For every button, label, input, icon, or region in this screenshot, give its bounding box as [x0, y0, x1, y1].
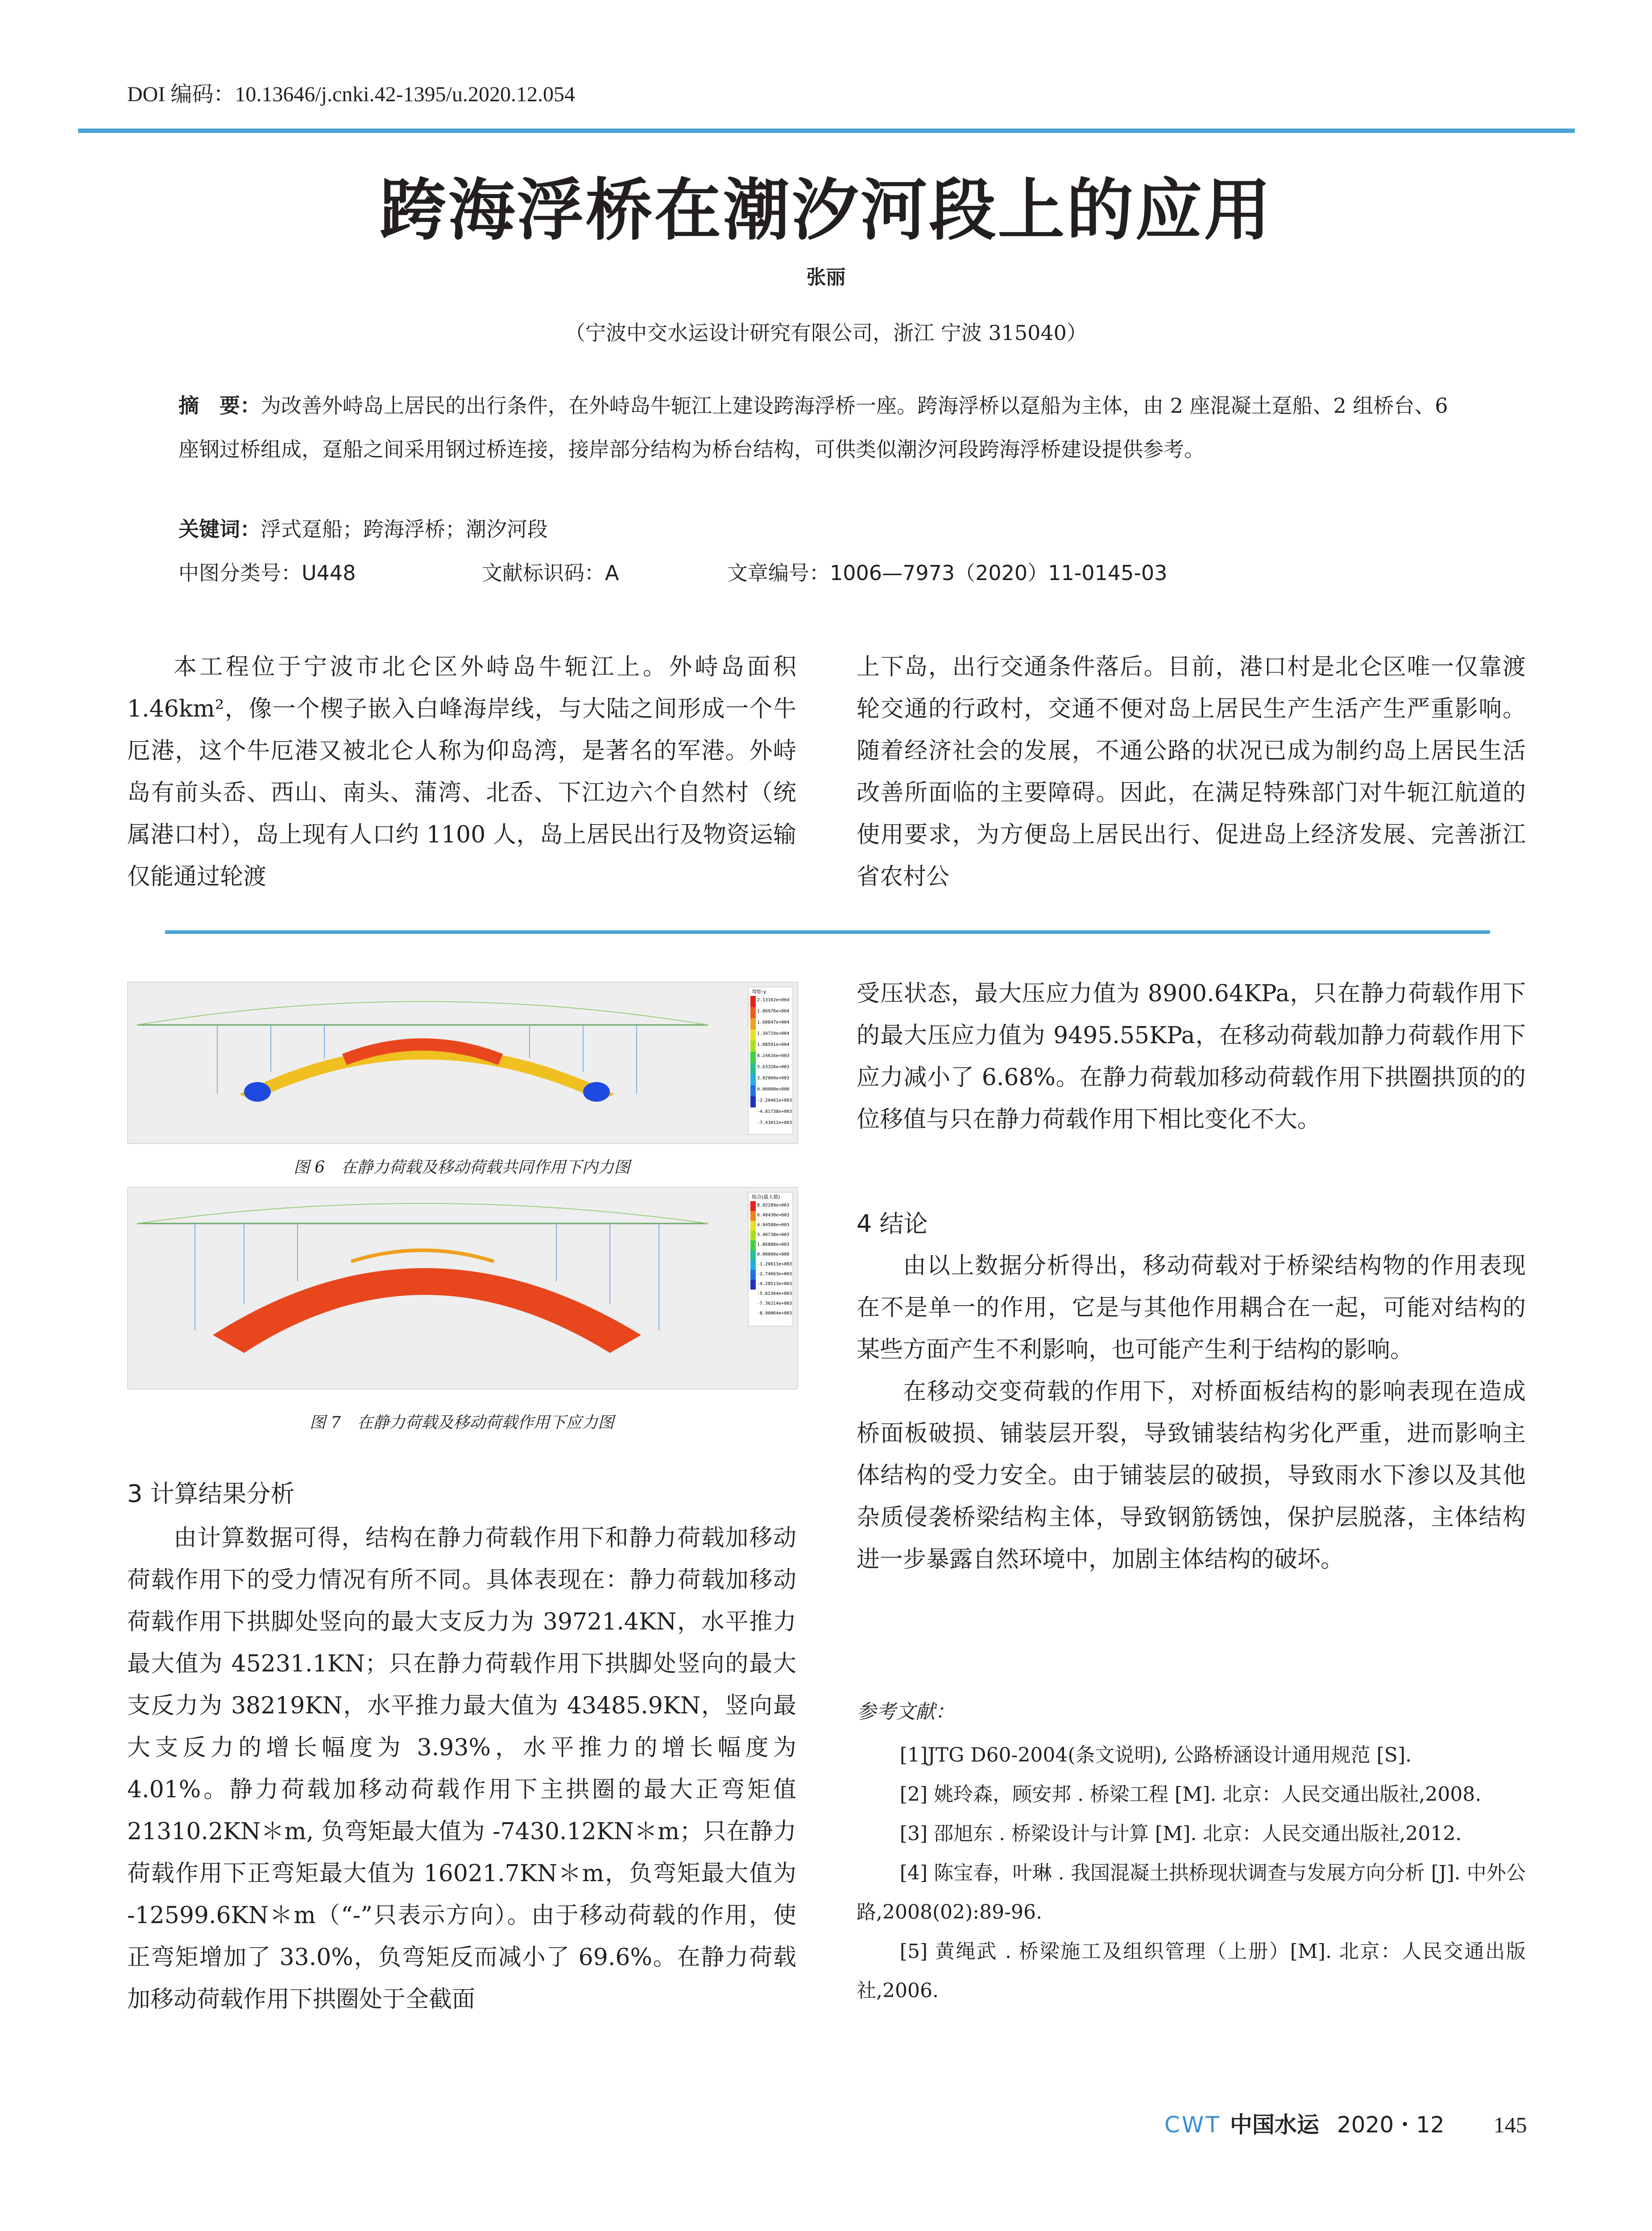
legend-value: 0.00000e+000: [757, 1252, 790, 1257]
reference-item: [3] 邵旭东 . 桥梁设计与计算 [M]. 北京：人民交通出版社,2012.: [899, 1822, 1462, 1845]
keywords-text: 浮式趸船；跨海浮桥；潮汐河段: [261, 517, 548, 541]
cwt-logo: CWT: [1164, 2112, 1221, 2138]
reference-item: [2] 姚玲森，顾安邦 . 桥梁工程 [M]. 北京：人民交通出版社,2008.: [899, 1783, 1482, 1806]
section-3-cont-text: 受压状态，最大压应力值为 8900.64KPa，只在静力荷载作用下的最大压应力值为 9495.55KPa，在移动荷载加静力荷载作用下应力减小了 6.68%。在静力荷载加移动荷载作用下拱圈拱顶的的位移值与只在静力荷载作用下相比变化不大。: [857, 980, 1526, 1133]
legend-value: -2.74663e+003: [757, 1272, 792, 1277]
legend-value: -4.81738e+003: [757, 1109, 792, 1114]
legend-value: 4.94588e+003: [757, 1223, 790, 1227]
figure-7-caption: 图 7 在静力荷载及移动荷载作用下应力图: [309, 1414, 614, 1432]
references-list: [857, 1736, 1526, 2011]
affiliation: （宁波中交水运设计研究有限公司，浙江 宁波 315040）: [565, 321, 1087, 345]
intro-right-text: 上下岛，出行交通条件落后。目前，港口村是北仑区唯一仅靠渡轮交通的行政村，交通不便对岛上居民生产生活产生严重影响。随着经济社会的发展，不通公路的状况已成为制约岛上居民生活改善所面临的主要障碍。因此，在满足特殊部门对牛轭江航道的使用要求，为方便岛上居民出行、促进岛上经济发展、完善浙江省农村公: [857, 654, 1526, 890]
intro-right-column: [857, 646, 1526, 898]
legend-value: -1.20813e+003: [757, 1262, 792, 1267]
legend-value: 8.24616e+003: [757, 1053, 790, 1058]
legend-value: 8.02289e+003: [757, 1203, 790, 1208]
header-rule: [78, 129, 1575, 133]
section-4-para-1: 由以上数据分析得出，移动荷载对于桥梁结构物的作用表现在不是单一的作用，它是与其他作用耦合在一起，可能对结构的某些方面产生不利影响，也可能产生利于结构的影响。: [857, 1252, 1526, 1363]
figure-6-legend-swatches: [750, 996, 756, 1107]
clc-code: 中图分类号：U448: [178, 561, 356, 585]
doc-code: 文献标识码：A: [482, 561, 619, 585]
reference-item: [5] 黄绳武 . 桥梁施工及组织管理（上册）[M]. 北京：人民交通出版社,2006.: [857, 1940, 1526, 2002]
reference-item: [1]JTG D60-2004(条文说明), 公路桥涵设计通用规范 [S].: [899, 1744, 1412, 1767]
legend-value: 0.00000e+000: [757, 1087, 790, 1092]
legend-value: -5.82364e+003: [757, 1291, 792, 1296]
legend-value: -2.20461e+003: [757, 1098, 792, 1103]
legend-value: 5.63326e+003: [757, 1065, 790, 1070]
legend-title: 组合(最大值): [752, 1194, 780, 1200]
figure-7-legend-swatches: [750, 1201, 756, 1290]
reference-item: [4] 陈宝春，叶琳 . 我国混凝土拱桥现状调查与发展方向分析 [J]. 中外公路,2008(02):89-96.: [857, 1862, 1526, 1924]
legend-value: -7.36214e+003: [757, 1301, 792, 1306]
keywords: [178, 513, 548, 543]
legend-value: 2.13102e+004: [757, 998, 790, 1003]
legend-value: 3.02060e+003: [757, 1076, 790, 1081]
figure-7: [127, 1187, 798, 1389]
abstract-label: 摘 要：: [178, 394, 261, 418]
figure-6-caption: 图 6 在静力荷载及移动荷载共同作用下内力图: [293, 1158, 630, 1177]
magazine-name: 中国水运: [1230, 2112, 1319, 2138]
references-title: 参考文献：: [857, 1700, 955, 1723]
section-3-body: [127, 1517, 796, 2020]
figure-6-image: [128, 983, 797, 1143]
page-number: 145: [1493, 2112, 1527, 2137]
legend-value: 1.34719e+004: [757, 1031, 790, 1036]
author: 张丽: [806, 266, 846, 289]
article-number: 文章编号：1006—7973（2020）11-0145-03: [727, 561, 1168, 585]
figure-6: [127, 982, 798, 1144]
legend-value: 1.86888e+003: [757, 1242, 790, 1247]
section-4-para-2: 在移动交变荷载的作用下，对桥面板结构的影响表现在造成桥面板破损、铺装层开裂，导致铺装结构劣化严重，进而影响主体结构的受力安全。由于铺装层的破损，导致雨水下渗以及其他杂质侵袭桥梁结构主体，导致钢筋锈蚀，保护层脱落，主体结构进一步暴露自然环境中，加剧主体结构的破坏。: [857, 1378, 1526, 1573]
legend-value: 1.08591e+004: [757, 1042, 790, 1047]
section-3-title: 3 计算结果分析: [127, 1480, 295, 1508]
legend-value: 3.40738e+003: [757, 1232, 790, 1237]
keywords-label: 关键词：: [178, 517, 261, 541]
issue-date: 2020・12: [1337, 2112, 1445, 2138]
legend-value: -7.43012e+003: [757, 1120, 792, 1125]
section-rule: [165, 930, 1490, 934]
legend-value: 1.86976e+004: [757, 1009, 790, 1014]
abstract-text: 为改善外峙岛上居民的出行条件，在外峙岛牛轭江上建设跨海浮桥一座。跨海浮桥以趸船为主体，由 2 座混凝土趸船、2 组桥台、6 座钢过桥组成，趸船之间采用钢过桥连接，接岸部分结构为桥台结构，可供类似潮汐河段跨海浮桥建设提供参考。: [178, 394, 1448, 461]
legend-value: -4.28513e+003: [757, 1281, 792, 1286]
intro-left-column: [127, 646, 796, 898]
legend-title: 弯矩-y: [752, 989, 766, 995]
legend-value: -8.90064e+003: [757, 1311, 792, 1316]
section-3-continued: [857, 973, 1526, 1140]
section-4-body: [857, 1245, 1526, 1580]
abstract: [178, 384, 1472, 471]
section-3-text: 由计算数据可得，结构在静力荷载作用下和静力荷载加移动荷载作用下的受力情况有所不同。具体表现在：静力荷载加移动荷载作用下拱脚处竖向的最大支反力为 39721.4KN，水平推力最大值为 45231.1KN；只在静力荷载作用下拱脚处竖向的最大支反力为 38219KN，水平推力最大值为 43485.9KN，竖向最大支反力的增长幅度为 3.93%，水平推力的增长幅度为 4.01%。静力荷载加移动荷载作用下主拱圈的最大正弯矩值 21310.2KN＊m, 负弯矩最大值为 -7430.12KN＊m；只在静力荷载作用下正弯矩最大值为 16021.7KN＊m，负弯矩最大值为 -12599.6KN＊m（“-”只表示方向）。由于移动荷载的作用，使正弯矩增加了 33.0%，负弯矩反而减小了 69.6%。在静力荷载加移动荷载作用下拱圈处于全截面: [127, 1525, 796, 2013]
page-footer: [1164, 2107, 1527, 2139]
figure-7-image: [128, 1188, 797, 1389]
legend-value: 6.48438e+003: [757, 1213, 790, 1218]
paper-title: 跨海浮桥在潮汐河段上的应用: [379, 172, 1273, 249]
legend-value: 1.60847e+004: [757, 1020, 790, 1025]
intro-left-text: 本工程位于宁波市北仑区外峙岛牛轭江上。外峙岛面积 1.46km²，像一个楔子嵌入白峰海岸线，与大陆之间形成一个牛厄港，这个牛厄港又被北仑人称为仰岛湾，是著名的军港。外峙岛有前头岙、西山、南头、蒲湾、北岙、下江边六个自然村（统属港口村），岛上现有人口约 1100 人，岛上居民出行及物资运输仅能通过轮渡: [127, 654, 796, 890]
doi-line: DOI 编码：10.13646/j.cnki.42-1395/u.2020.12.054: [127, 83, 575, 106]
section-4-title: 4 结论: [857, 1210, 928, 1238]
